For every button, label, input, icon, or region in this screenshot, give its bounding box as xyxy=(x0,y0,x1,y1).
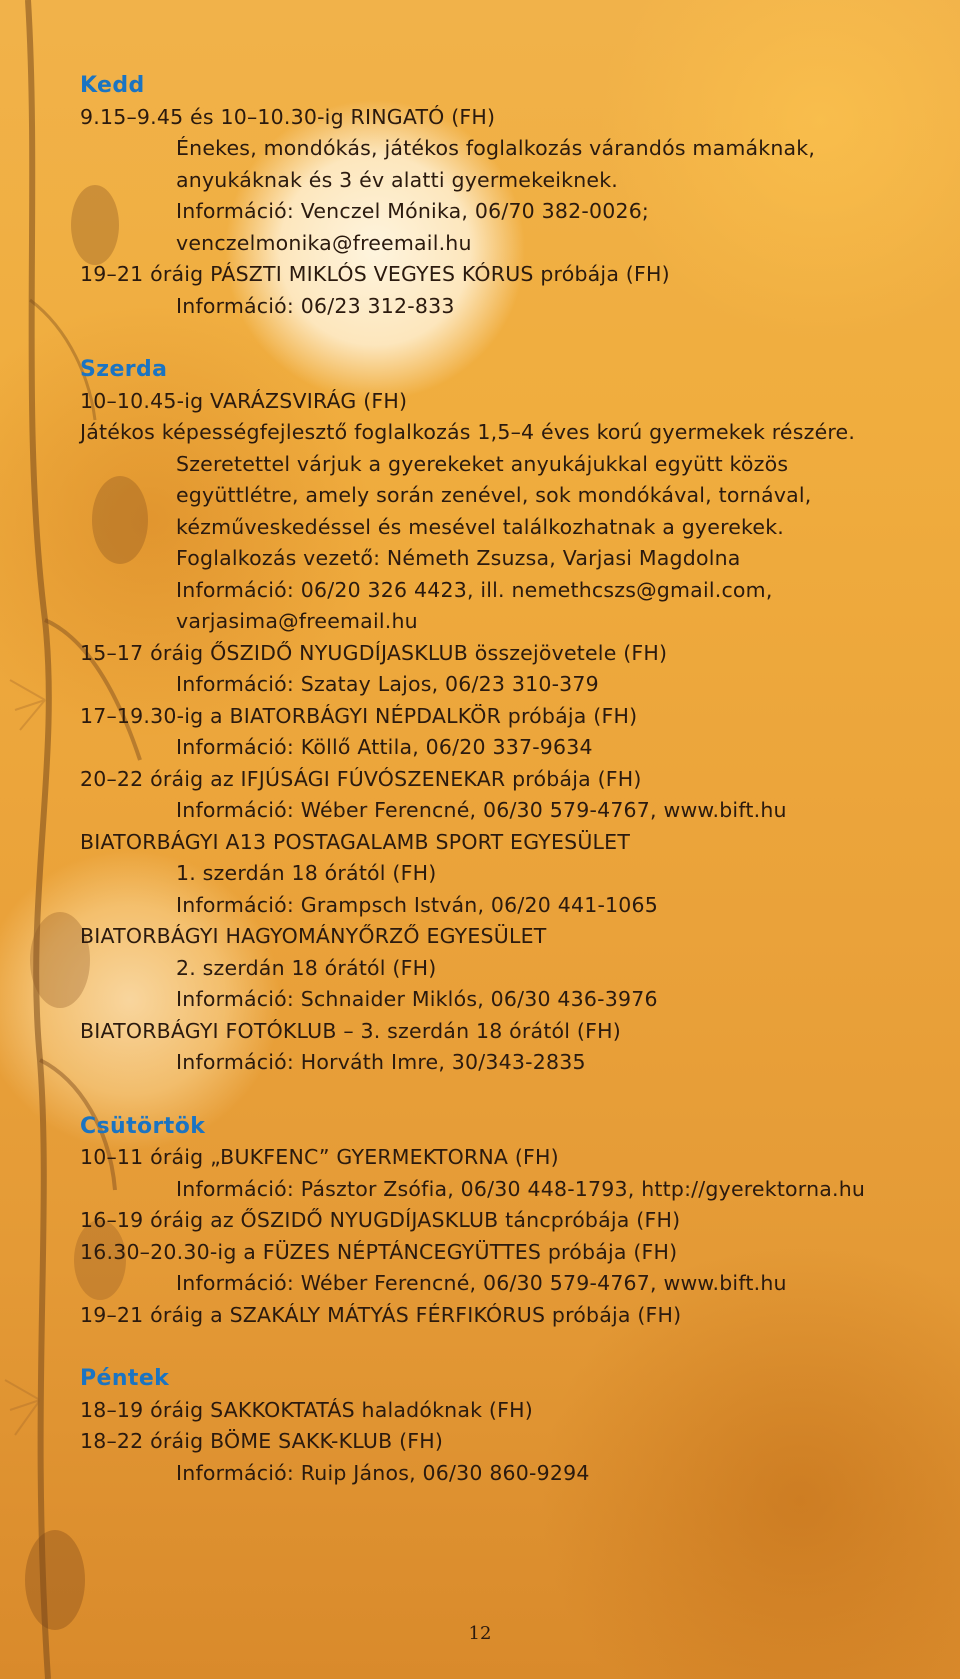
schedule-entry-line: 19–21 óráig a SZAKÁLY MÁTYÁS FÉRFIKÓRUS próbája (FH) xyxy=(80,1302,682,1327)
schedule-detail-line: Információ: Wéber Ferencné, 06/30 579-4767, www.bift.hu xyxy=(176,798,787,822)
schedule-entry-line: 18–19 óráig SAKKOKTATÁS haladóknak (FH) xyxy=(80,1397,533,1422)
schedule-detail-line: Információ: 06/23 312-833 xyxy=(176,293,455,318)
schedule-entry-line: BIATORBÁGYI A13 POSTAGALAMB SPORT EGYESÜLET xyxy=(80,829,631,854)
day-heading: Kedd xyxy=(80,73,145,98)
schedule-detail-line: Információ: Venczel Mónika, 06/70 382-0026; xyxy=(176,199,650,223)
schedule-detail-line: Információ: Schnaider Miklós, 06/30 436-3976 xyxy=(176,987,658,1011)
day-heading: Péntek xyxy=(80,1366,170,1391)
schedule-detail-line: anyukáknak és 3 év alatti gyermekeiknek. xyxy=(176,167,619,192)
schedule-entry-line: 10–10.45-ig VARÁZSVIRÁG (FH) xyxy=(80,388,408,413)
schedule-detail-line: venczelmonika@freemail.hu xyxy=(176,230,472,255)
schedule-entry-line: BIATORBÁGYI HAGYOMÁNYŐRZŐ EGYESÜLET xyxy=(80,924,547,948)
schedule-detail-line: Információ: Köllő Attila, 06/20 337-9634 xyxy=(176,735,593,759)
day-heading: Csütörtök xyxy=(80,1113,206,1139)
day-section xyxy=(80,70,940,322)
schedule-detail-line: Szeretettel várjuk a gyerekeket anyukájukkal együtt közös xyxy=(176,451,789,476)
schedule-entry-line: 19–21 óráig PÁSZTI MIKLÓS VEGYES KÓRUS próbája (FH) xyxy=(80,262,670,286)
schedule-detail-line: Foglalkozás vezető: Németh Zsuzsa, Varjasi Magdolna xyxy=(176,546,741,570)
schedule-content xyxy=(80,70,940,1521)
schedule-entry-line: 16.30–20.30-ig a FÜZES NÉPTÁNCEGYÜTTES próbája (FH) xyxy=(80,1239,678,1264)
cone-icon xyxy=(25,1530,85,1630)
schedule-entry-line: 16–19 óráig az ŐSZIDŐ NYUGDÍJASKLUB táncpróbája (FH) xyxy=(80,1208,681,1232)
needle-tuft-icon xyxy=(5,680,45,1435)
schedule-detail-line: Információ: Wéber Ferencné, 06/30 579-4767, www.bift.hu xyxy=(176,1271,787,1295)
branch-stem xyxy=(28,0,49,1679)
schedule-detail-line: varjasima@freemail.hu xyxy=(176,609,418,633)
schedule-entry-line: Játékos képességfejlesztő foglalkozás 1,5–4 éves korú gyermekek részére. xyxy=(80,420,856,444)
schedule-detail-line: Információ: Szatay Lajos, 06/23 310-379 xyxy=(176,672,599,696)
day-section xyxy=(80,354,940,1079)
day-section xyxy=(80,1111,940,1332)
schedule-entry-line: BIATORBÁGYI FOTÓKLUB – 3. szerdán 18 órától (FH) xyxy=(80,1018,621,1043)
schedule-entry-line: 20–22 óráig az IFJÚSÁGI FÚVÓSZENEKAR próbája (FH) xyxy=(80,766,642,791)
schedule-detail-line: 1. szerdán 18 órától (FH) xyxy=(176,861,437,885)
schedule-entry-line: 15–17 óráig ŐSZIDŐ NYUGDÍJASKLUB összejövetele (FH) xyxy=(80,640,668,665)
schedule-detail-line: Információ: Horváth Imre, 30/343-2835 xyxy=(176,1050,586,1074)
schedule-entry-line: 10–11 óráig „BUKFENC” GYERMEKTORNA (FH) xyxy=(80,1145,559,1169)
day-section xyxy=(80,1363,940,1489)
schedule-detail-line: Információ: Pásztor Zsófia, 06/30 448-1793, http://gyerektorna.hu xyxy=(176,1176,866,1201)
schedule-detail-line: Információ: Ruip János, 06/30 860-9294 xyxy=(176,1460,590,1485)
schedule-detail-line: Információ: Grampsch István, 06/20 441-1065 xyxy=(176,892,659,917)
schedule-detail-line: Információ: 06/20 326 4423, ill. nemethcszs@gmail.com, xyxy=(176,577,773,602)
schedule-entry-line: 9.15–9.45 és 10–10.30-ig RINGATÓ (FH) xyxy=(80,104,496,129)
schedule-entry-line: 18–22 óráig BÖME SAKK-KLUB (FH) xyxy=(80,1429,444,1453)
page-number: 12 xyxy=(468,1623,492,1644)
schedule-detail-line: kézműveskedéssel és mesével találkozhatnak a gyerekek. xyxy=(176,514,785,539)
schedule-entry-line: 17–19.30-ig a BIATORBÁGYI NÉPDALKÖR próbája (FH) xyxy=(80,703,638,728)
schedule-detail-line: együttlétre, amely során zenével, sok mondókával, tornával, xyxy=(176,483,812,507)
schedule-detail-line: 2. szerdán 18 órától (FH) xyxy=(176,955,437,980)
schedule-detail-line: Énekes, mondókás, játékos foglalkozás várandós mamáknak, xyxy=(176,136,816,160)
day-heading: Szerda xyxy=(80,357,168,382)
